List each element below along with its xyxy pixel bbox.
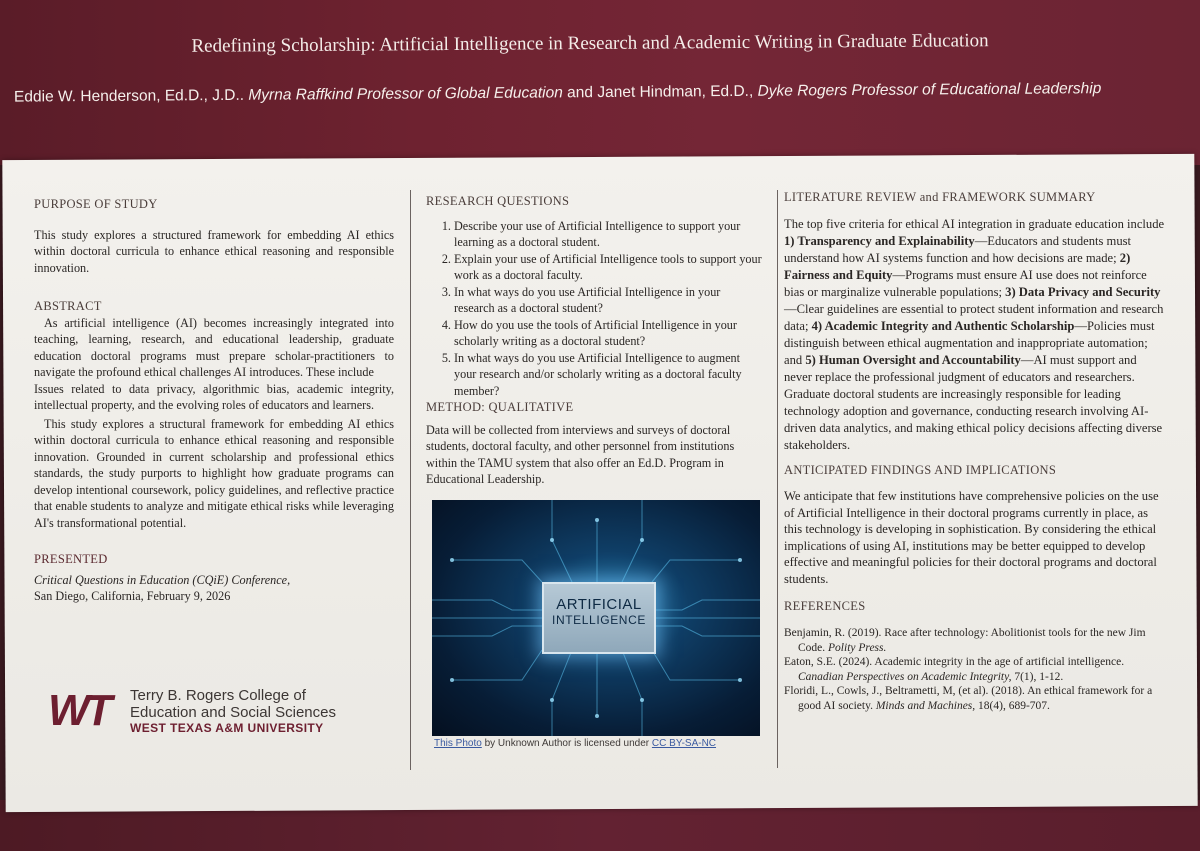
image-caption [434, 738, 716, 749]
ai-chip [542, 582, 656, 654]
reference-3-journal: Minds and Machines, [875, 699, 976, 712]
criterion-3-text: —Clear guidelines are essential to protect student information and research data; [784, 301, 1164, 333]
left-column [34, 196, 394, 605]
criterion-2-text: —Programs must ensure AI use does not reinforce bias or marginalize vulnerable populations; [784, 267, 1147, 299]
criterion-2: 2) Fairness and Equity [784, 250, 1131, 282]
logo-line-2: Education and Social Sciences [130, 703, 336, 721]
research-question: 1. Describe your use of Artificial Intelligence to support your learning as a doctoral student. [454, 218, 762, 251]
author-1-name: Eddie W. Henderson, Ed.D., J.D.. [13, 86, 245, 106]
research-questions-heading: RESEARCH QUESTIONS [426, 194, 570, 208]
criterion-4: 4) Academic Integrity and Authentic Scholarship [811, 318, 1075, 333]
caption-text: by Unknown Author is licensed under [481, 738, 652, 749]
column-divider-right [777, 190, 778, 768]
wt-logo-mark: WT [48, 686, 109, 735]
reference-3-volume: 18(4), 689-707. [975, 699, 1050, 712]
reference-2-journal: Canadian Perspectives on Academic Integrity, [798, 670, 1012, 683]
criterion-5: 5) Human Oversight and Accountability [805, 352, 1021, 367]
reference-item [784, 684, 1166, 713]
method-text: Data will be collected from interviews and surveys of doctoral students, doctoral faculty, and other personnel from institutions within the TAMU system that also offer an Ed.D. Program in Educational Leadership. [426, 422, 735, 486]
logo-line-1: Terry B. Rogers College of [130, 687, 306, 704]
logo-text [130, 688, 336, 735]
findings-text: We anticipate that few institutions have comprehensive policies on the use of Artificial Intelligence in their doctoral programs currently in place, as this technology is developing in sophistication. By considering the ethical implications of using AI, institutions may be better equipped to develop effective and meaningful policies for their doctoral programs and doctoral students. [784, 489, 1159, 586]
literature-heading: LITERATURE REVIEW and FRAMEWORK SUMMARY [784, 190, 1096, 204]
column-divider-left [410, 190, 411, 770]
conference-location: San Diego, California, February 9, 2026 [34, 589, 231, 603]
findings-heading: ANTICIPATED FINDINGS AND IMPLICATIONS [784, 462, 1057, 477]
photo-link[interactable]: This Photo [434, 738, 482, 749]
reference-3-text: Floridi, L., Cowls, J., Beltrametti, M, (et al). (2018). An ethical framework for a good AI society. [784, 685, 1153, 712]
references-heading: REFERENCES [784, 598, 866, 613]
abstract-paragraph-2: Issues related to data privacy, algorithmic bias, academic integrity, intellectual property, and the evolving roles of educators and learners. [34, 381, 394, 412]
middle-column [426, 193, 762, 488]
criterion-1: 1) Transparency and Explainability [784, 233, 975, 248]
author-2-title: Dyke Rogers Professor of Educational Leadership [757, 80, 1102, 100]
criterion-4-text: —Policies must distinguish between ethical augmentation and inappropriate automation; and [784, 318, 1155, 367]
chip-label-line-1: ARTIFICIAL [556, 596, 642, 613]
poster-title: Redefining Scholarship: Artificial Intelligence in Research and Academic Writing in Graduate Education [191, 30, 989, 57]
right-column [784, 189, 1166, 713]
presented-heading: PRESENTED [34, 552, 108, 566]
author-2-name: Janet Hindman, Ed.D., [597, 82, 754, 102]
author-conjunction: and [567, 84, 594, 102]
criterion-5-text: —AI must support and never replace the professional judgment of educators and researchers. Graduate doctoral students are increasingly responsible for leading technology adoption and governance, conducting research involving AI-driven data analytics, and making ethical policy decisions affecting diverse stakeholders. [784, 352, 1163, 452]
reference-2-text: Eaton, S.E. (2024). Academic integrity in the age of artificial intelligence. [784, 656, 1125, 669]
reference-item [784, 626, 1166, 655]
logo-line-3: WEST TEXAS A&M UNIVERSITY [130, 721, 324, 735]
research-question: 4. How do you use the tools of Artificial Intelligence in your scholarly writing as a doctoral student? [454, 317, 762, 350]
purpose-text: This study explores a structured framework for embedding AI ethics within doctoral curricula to enhance ethical reasoning and responsible innovation. [34, 227, 394, 275]
abstract-paragraph-3: This study explores a structural framework for embedding AI ethics within doctoral curricula to enhance ethical reasoning and responsible innovation. Grounded in current scholarship and professional ethics standards, the study purports to highlight how graduate programs can develop intentional coursework, policy guidelines, and reflective practice that enable students to analyze and mitigate ethical risks while leveraging AI's transformational potential. [34, 416, 394, 530]
license-link[interactable]: CC BY-SA-NC [651, 738, 717, 749]
reference-item [784, 655, 1166, 684]
author-1-title: Myrna Raffkind Professor of Global Education [248, 84, 563, 104]
ai-illustration-image [432, 500, 760, 736]
abstract-heading: ABSTRACT [34, 299, 102, 313]
research-question: 2. Explain your use of Artificial Intelligence tools to support your work as a doctoral faculty. [454, 251, 762, 284]
literature-intro: The top five criteria for ethical AI integration in graduate education include [784, 216, 1165, 231]
reference-2-volume: 7(1), 1-12. [1011, 670, 1064, 683]
research-question: 3. In what ways do you use Artificial Intelligence in your research as a doctoral student? [454, 284, 762, 317]
research-question: 5. In what ways do you use Artificial Intelligence to augment your research and/or scholarly writing as a doctoral faculty member? [454, 350, 762, 400]
abstract-paragraph-1: As artificial intelligence (AI) becomes increasingly integrated into teaching, learning, research, and educational leadership, graduate education doctoral programs must prepare scholar-practitioners to navigate the profound ethical challenges AI introduces. These include [34, 315, 394, 379]
reference-1-publisher: Polity Press. [828, 641, 887, 654]
purpose-heading: PURPOSE OF STUDY [34, 197, 158, 211]
literature-text [784, 216, 1166, 454]
conference-name: Critical Questions in Education (CQiE) Conference, [34, 572, 291, 587]
method-heading: METHOD: QUALITATIVE [426, 400, 574, 414]
criterion-1-text: —Educators and students must understand how AI systems function and how decisions are made; [784, 233, 1132, 265]
research-questions-list [426, 218, 762, 400]
criterion-3: 3) Data Privacy and Security [1005, 284, 1161, 299]
chip-label-line-2: INTELLIGENCE [552, 613, 646, 627]
reference-1-text: Benjamin, R. (2019). Race after technology: Abolitionist tools for the new Jim Code. [784, 627, 1146, 654]
